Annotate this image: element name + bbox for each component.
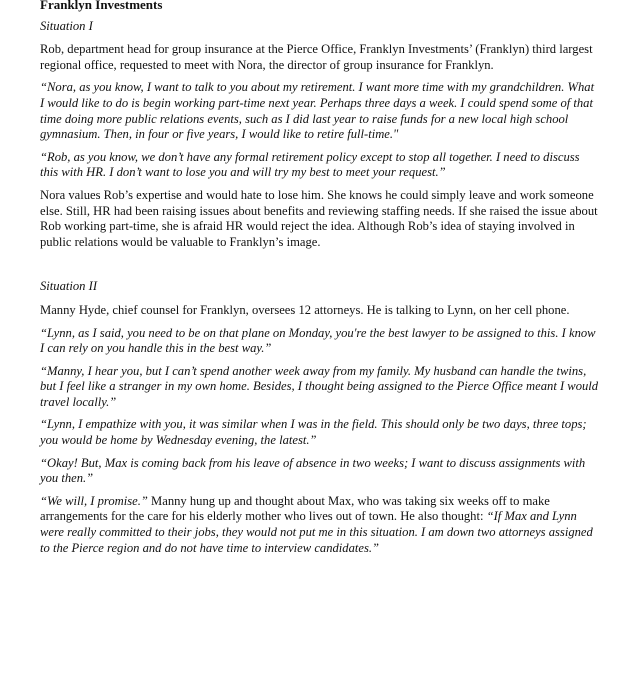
situation-2-heading: Situation II — [40, 279, 98, 294]
document-title: Franklyn Investments — [40, 0, 163, 12]
situation-1-heading: Situation I — [40, 18, 93, 33]
situation-1-paragraph-nora: Nora values Rob’s expertise and would hate to lose him. She knows he could simply leave and work someone else. Still, HR had been raising issues about benefits and reviewing staffing needs. If she raised the issue about Rob working part-time, she is afraid HR would reject the idea. Although Rob’s idea of staying involved in public relations would be valuable to Franklyn’s image. — [40, 187, 598, 249]
situation-2-closing-paragraph — [40, 494, 600, 556]
section-spacer — [40, 257, 600, 279]
closing-narration: Manny hung up and thought about Max, who was taking six weeks off to make arrangements for the care for his elderly mother who lives out of town. He also thought: — [40, 493, 550, 524]
situation-1-quote-rob: “Rob, as you know, we don’t have any formal retirement policy except to stop all together. I need to discuss this with HR. I don’t want to lose you and will try my best to meet your request.” — [40, 149, 580, 180]
situation-2-paragraph: Manny Hyde, chief counsel for Franklyn, oversees 12 attorneys. He is talking to Lynn, on her cell phone. — [40, 302, 570, 317]
situation-1-quote-nora: “Nora, as you know, I want to talk to you about my retirement. I want more time with my grandchildren. What I would like to do is begin working part-time next year. Perhaps three days a week. I could spend some of that time doing more public relations events, such as I did last year to raise funds for a new local high school gymnasium. Then, in four or five years, I would like to retire full-time." — [40, 80, 595, 142]
situation-2-quote-manny-2: “Lynn, I empathize with you, it was similar when I was in the field. This should only be two days, three tops; you would be home by Wednesday evening, the latest.” — [40, 417, 587, 448]
situation-2-section — [40, 279, 600, 556]
document-page — [40, 0, 600, 563]
situation-1-paragraph: Rob, department head for group insurance at the Pierce Office, Franklyn Investments’ (Franklyn) third largest regional office, requested to meet with Nora, the director of group insurance for Franklyn. — [40, 42, 593, 72]
situation-1-section — [40, 19, 600, 251]
situation-2-quote-lynn-2: “Okay! But, Max is coming back from his leave of absence in two weeks; I want to discuss assignments with you then.” — [40, 455, 586, 486]
closing-quote-promise: “We will, I promise.” — [40, 493, 148, 508]
closing-quote-thought: “If Max and Lynn were really committed to their jobs, they would not put me in this situation. I am down two attorneys assigned to the Pierce region and do not have time to interview candidates.” — [40, 509, 593, 555]
situation-2-quote-lynn-1: “Manny, I hear you, but I can’t spend another week away from my family. My husband can handle the twins, but I feel like a stranger in my own home. Besides, I thought being assigned to the Pierce Office meant I would travel locally.” — [40, 363, 599, 409]
situation-2-quote-manny-1: “Lynn, as I said, you need to be on that plane on Monday, you're the best lawyer to be assigned to this. I know I can rely on you handle this in the best way.” — [40, 325, 596, 356]
